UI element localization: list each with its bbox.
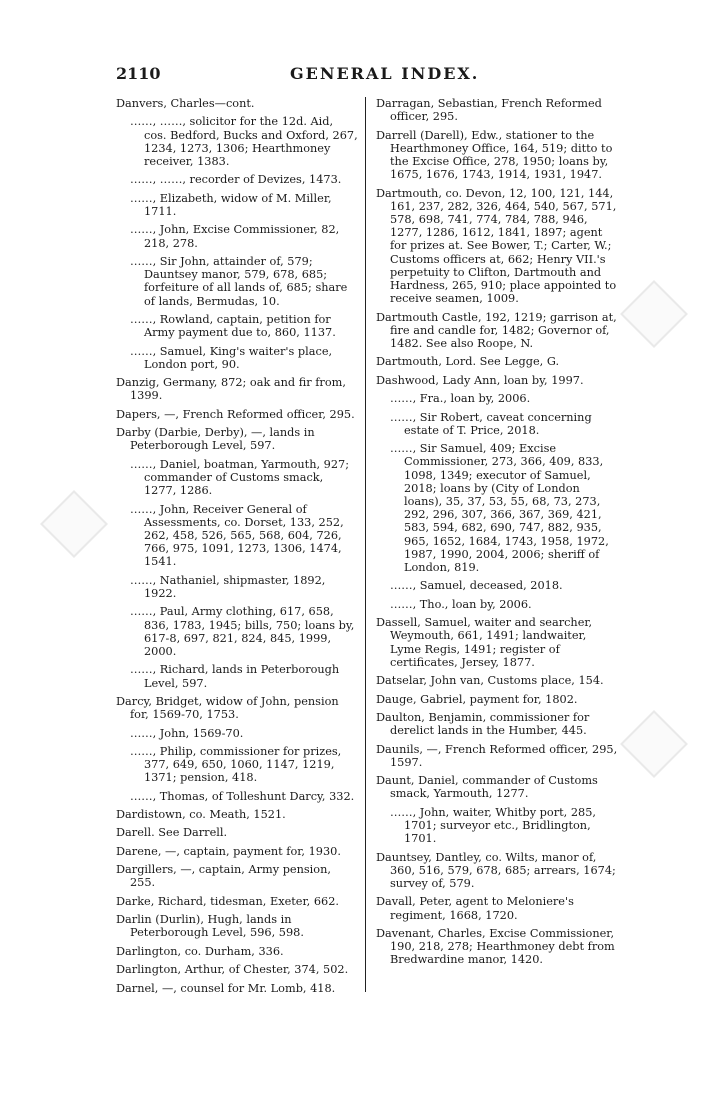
index-entry: Dauge, Gabriel, payment for, 1802. — [376, 692, 578, 706]
index-entry: ……, Nathaniel, shipmaster, 1892, 1922. — [130, 573, 326, 600]
index-entry: ……, John, 1569-70. — [130, 726, 244, 740]
index-entry: Darlington, Arthur, of Chester, 374, 502. — [116, 963, 349, 977]
index-entry: ……, Sir Robert, caveat concerning estate of T. Price, 2018. — [390, 410, 592, 437]
index-entry: Dashwood, Lady Ann, loan by, 1997. — [376, 373, 584, 387]
index-entry: Dartmouth, Lord. See Legge, G. — [376, 355, 560, 369]
index-entry: Darragan, Sebastian, French Reformed officer, 295. — [376, 97, 602, 124]
index-entry: Darcy, Bridget, widow of John, pension for, 1569-70, 1753. — [116, 694, 339, 722]
index-column-left — [116, 97, 358, 1000]
index-entry: ……, Elizabeth, widow of M. Miller, 1711. — [130, 191, 332, 218]
watermark-mark — [40, 490, 108, 558]
index-entry: Davall, Peter, agent to Meloniere's regiment, 1668, 1720. — [376, 895, 574, 922]
index-entry: ……, Richard, lands in Peterborough Level, 597. — [130, 663, 340, 690]
index-entry: Dauntsey, Dantley, co. Wilts, manor of, 360, 516, 579, 678, 685; arrears, 1674; survey of, 579. — [376, 850, 616, 890]
watermark-mark — [620, 710, 688, 778]
index-entry: Darby (Darbie, Derby), —, lands in Peterborough Level, 597. — [116, 426, 315, 453]
index-entry: Davenant, Charles, Excise Commissioner, 190, 218, 278; Hearthmoney debt from Bredwardine manor, 1420. — [376, 926, 615, 967]
index-entry: Darlin (Durlin), Hugh, lands in Peterborough Level, 596, 598. — [116, 913, 304, 940]
index-entry: Darrell (Darell), Edw., stationer to the Hearthmoney Office, 164, 519; ditto to the Excise Office, 278, 1950; loans by, 1675, 1676, 1743, 1914, 1931, 1947. — [376, 128, 613, 182]
index-entry: ……, John, Receiver General of Assessments, co. Dorset, 133, 252, 262, 458, 526, 565, 568, 604, 726, 766, 975, 1091, 1273, 1306, 1474, 1541. — [130, 502, 344, 569]
index-entry: Darlington, co. Durham, 336. — [116, 944, 284, 958]
index-entry: Daunils, —, French Reformed officer, 295, 1597. — [376, 742, 618, 769]
index-entry: Darene, —, captain, payment for, 1930. — [116, 844, 341, 858]
watermark-mark — [620, 280, 688, 348]
index-entry: Daunt, Daniel, commander of Customs smack, Yarmouth, 1277. — [376, 774, 598, 801]
index-entry: Dapers, —, French Reformed officer, 295. — [116, 407, 355, 421]
index-entry: ……, ……, solicitor for the 12d. Aid, cos. Bedford, Bucks and Oxford, 267, 1234, 1273, 1306; Hearthmoney receiver, 1383. — [130, 115, 358, 168]
index-entry: Darell. See Darrell. — [116, 826, 228, 840]
index-entry: ……, Sir Samuel, 409; Excise Commissioner, 273, 366, 409, 833, 1098, 1349; executor of Samuel, 2018; loans by (City of London loans), 35, 37, 53, 55, 68, 73, 273, 292, 296, 307, 366, 367, 369, 421, 583, 594, 682, 690, 747, 882, 935, 965, 1652, 1684, 1743, 1958, 1972, 1987, 1990, 2004, 2006; sheriff of London, 819. — [390, 442, 609, 574]
index-entry: Datselar, John van, Customs place, 154. — [376, 674, 604, 688]
index-entry: ……, John, Excise Commissioner, 82, 218, 278. — [130, 223, 340, 250]
index-entry: ……, Paul, Army clothing, 617, 658, 836, 1783, 1945; bills, 750; loans by, 617-8, 697, 821, 824, 845, 1999, 2000. — [130, 605, 355, 658]
index-entry: Darke, Richard, tidesman, Exeter, 662. — [116, 894, 339, 908]
index-entry: ……, Daniel, boatman, Yarmouth, 927; commander of Customs smack, 1277, 1286. — [130, 457, 350, 498]
index-entry: Darnel, —, counsel for Mr. Lomb, 418. — [116, 981, 336, 995]
index-entry: Dartmouth, co. Devon, 12, 100, 121, 144, 161, 237, 282, 326, 464, 540, 567, 571, 578, 698, 741, 774, 784, 788, 946, 1277, 1286, 1612, 1841, 1897; agent for prizes at. See Bower, T.; Carter, W.; Customs officers at, 662; Henry VII.'s perpetuity to Clifton, Dartmouth and Hardness, 265, 910; place appointed to receive seamen, 1009. — [376, 186, 617, 306]
index-entry: Danvers, Charles—cont. — [116, 97, 255, 110]
index-entry: Dassell, Samuel, waiter and searcher, Weymouth, 661, 1491; landwaiter, Lyme Regis, 1491; register of certificates, Jersey, 1877. — [376, 616, 593, 669]
index-entry: ……, Sir John, attainder of, 579; Dauntsey manor, 579, 678, 685; forfeiture of all lands of, 685; share of lands, Bermudas, 10. — [130, 254, 348, 308]
index-entry: ……, Fra., loan by, 2006. — [390, 392, 531, 406]
index-entry: ……, Samuel, King's waiter's place, London port, 90. — [130, 344, 333, 371]
index-entry: Dardistown, co. Meath, 1521. — [116, 808, 286, 822]
page-number: 2110 — [116, 64, 161, 83]
page-header — [116, 64, 616, 88]
index-entry: Dartmouth Castle, 192, 1219; garrison at, fire and candle for, 1482; Governor of, 1482. See also Roope, N. — [376, 310, 617, 351]
index-entry: Dargillers, —, captain, Army pension, 255. — [116, 863, 331, 890]
index-entry: ……, Tho., loan by, 2006. — [390, 597, 532, 611]
index-column-right — [376, 97, 618, 972]
running-title: GENERAL INDEX. — [290, 64, 480, 83]
index-entry: ……, Rowland, captain, petition for Army payment due to, 860, 1137. — [130, 312, 336, 340]
index-entry: ……, Philip, commissioner for prizes, 377, 649, 650, 1060, 1147, 1219, 1371; pension, 418. — [130, 744, 342, 785]
index-entry: ……, Samuel, deceased, 2018. — [390, 579, 563, 593]
index-entry: Daulton, Benjamin, commissioner for derelict lands in the Humber, 445. — [376, 710, 590, 738]
column-divider — [365, 97, 366, 992]
index-entry: Danzig, Germany, 872; oak and fir from, 1399. — [116, 376, 346, 403]
index-entry: ……, John, waiter, Whitby port, 285, 1701; surveyor etc., Bridlington, 1701. — [390, 805, 596, 846]
index-entry: ……, Thomas, of Tolleshunt Darcy, 332. — [130, 789, 355, 803]
index-entry: ……, ……, recorder of Devizes, 1473. — [130, 173, 342, 187]
